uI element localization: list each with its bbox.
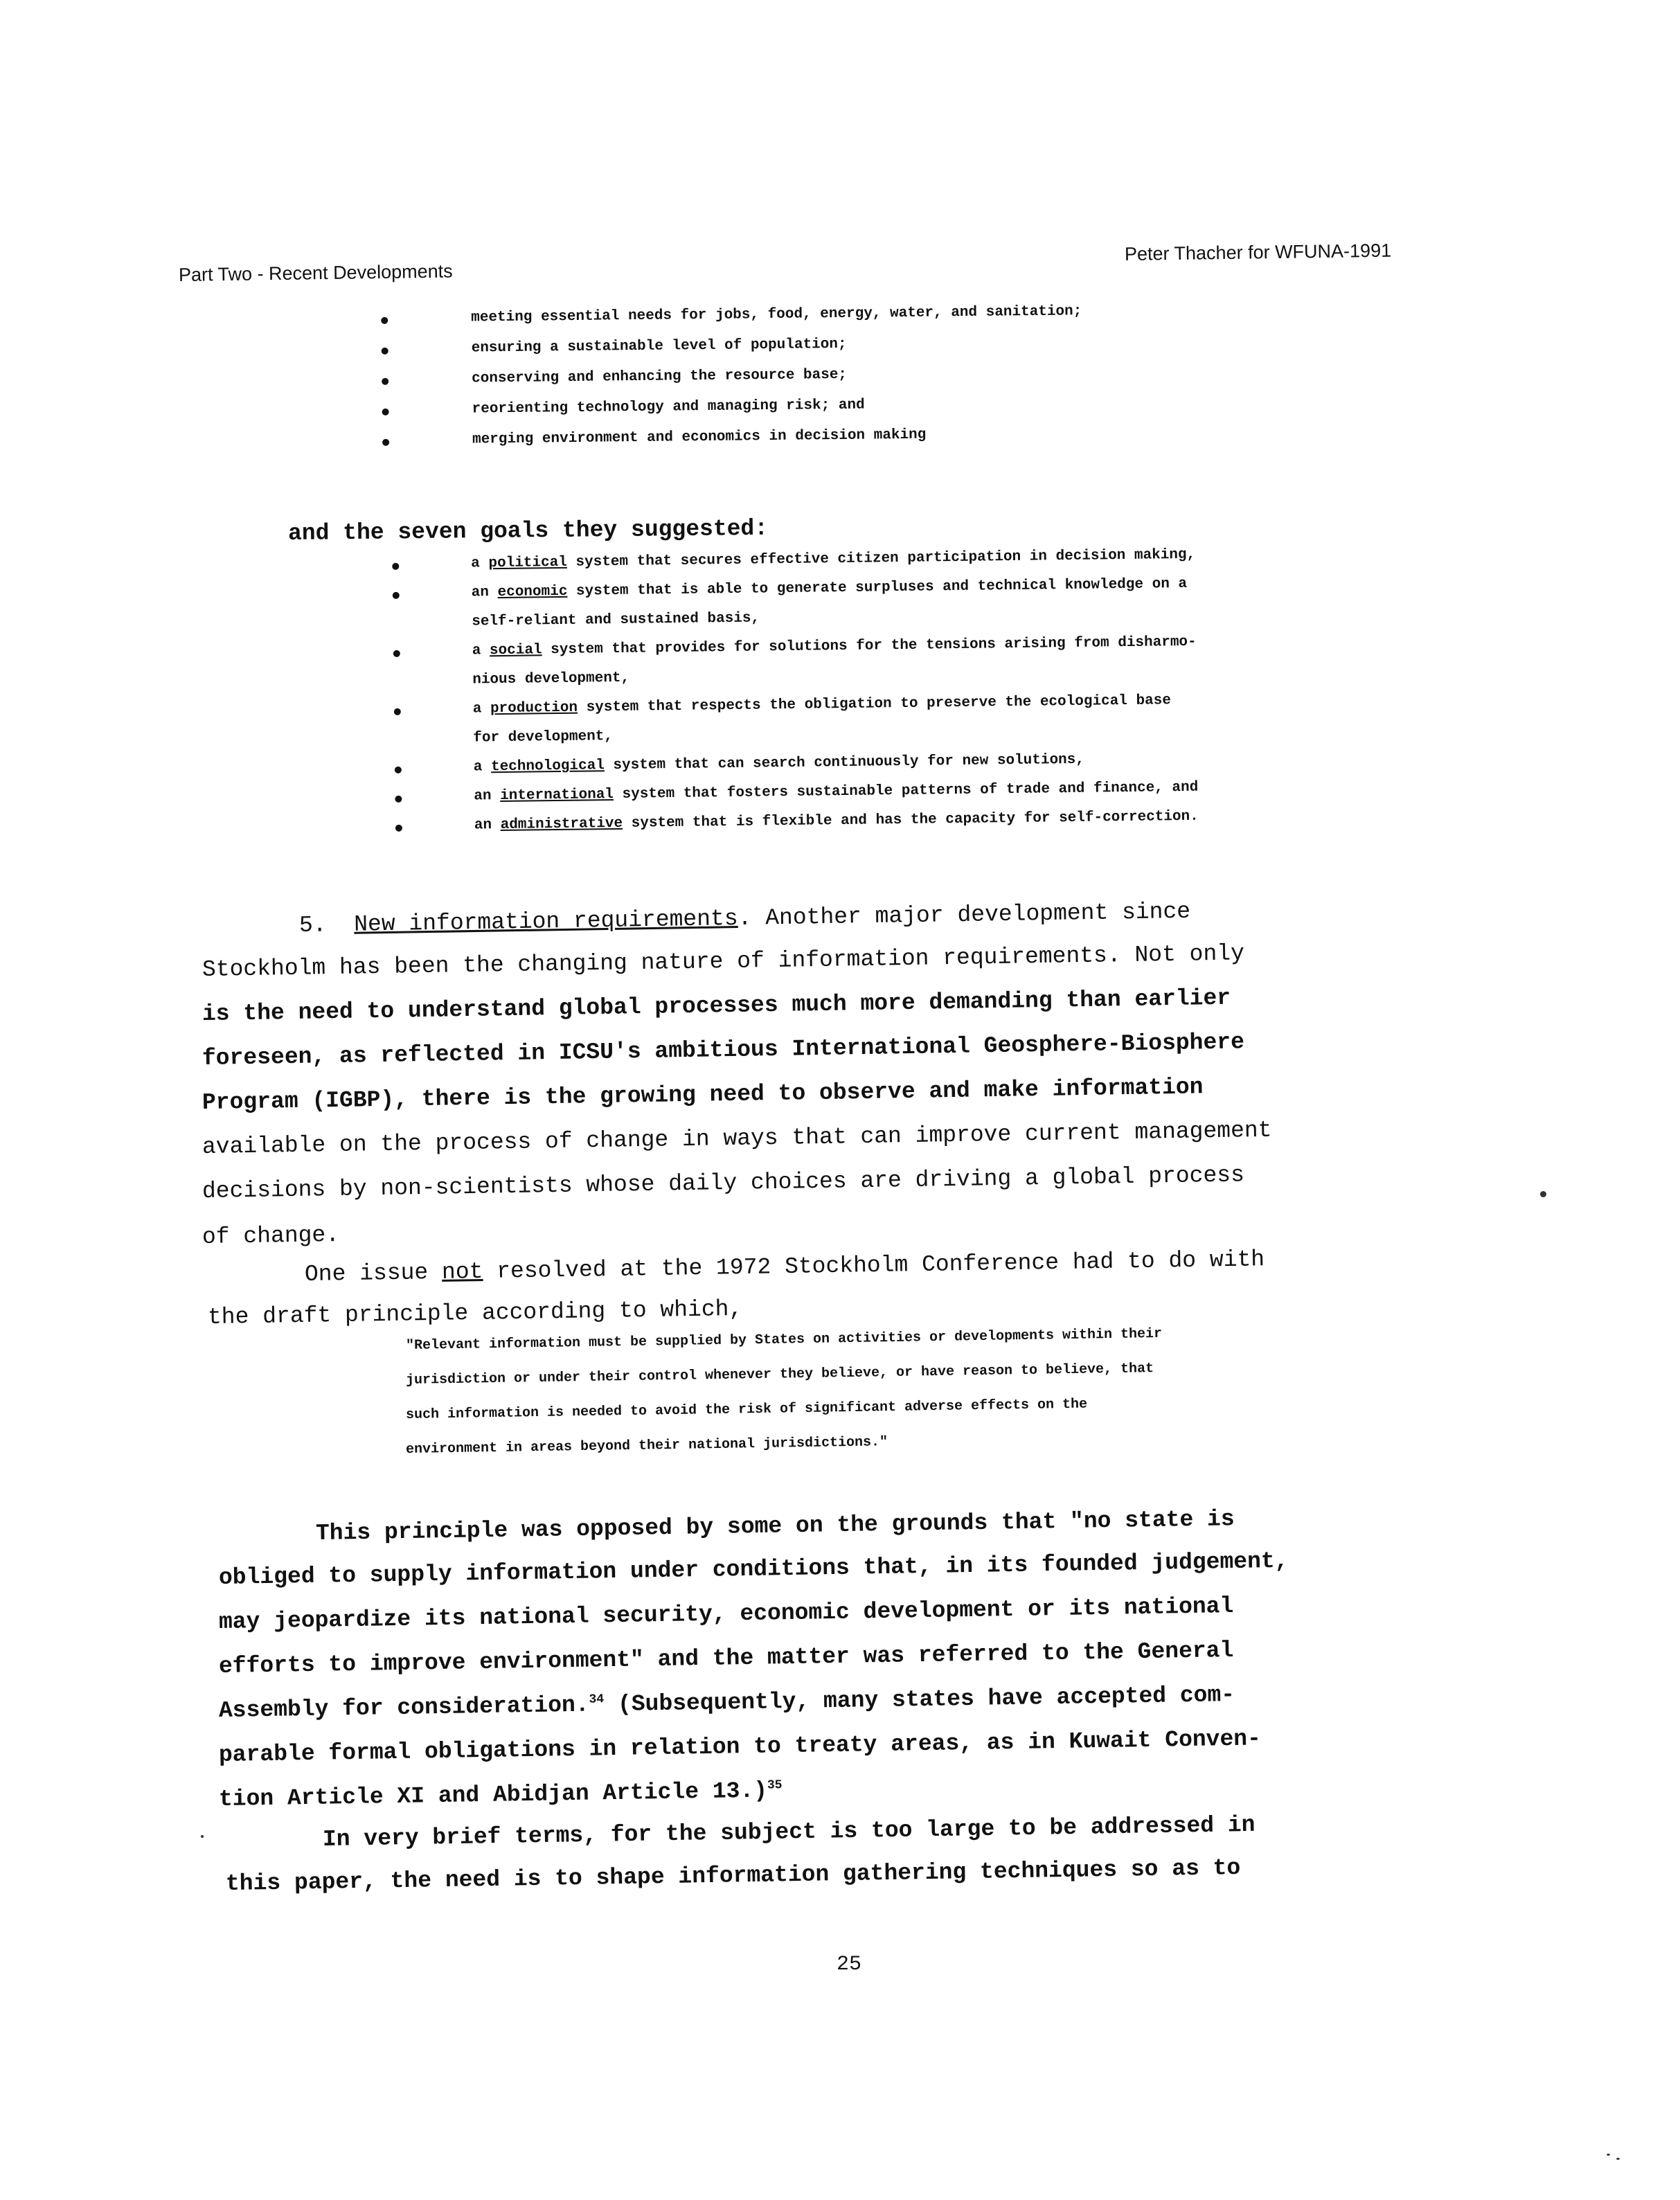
page-number: 25 bbox=[837, 1953, 862, 1976]
bullet-icon bbox=[395, 767, 402, 773]
body-line: obliged to supply information under conditions that, in its founded judgement, bbox=[218, 1548, 1289, 1591]
body-line: available on the process of change in ways that can improve current management bbox=[202, 1117, 1272, 1160]
body-line: efforts to improve environment" and the matter was referred to the General bbox=[218, 1637, 1234, 1679]
needs-list bbox=[374, 303, 1082, 457]
body-line: Program (IGBP), there is the growing need to observe and make information bbox=[202, 1074, 1204, 1116]
bullet-icon bbox=[381, 317, 388, 324]
bullet-icon bbox=[382, 378, 388, 385]
quote-line: environment in areas beyond their national jurisdictions." bbox=[405, 1434, 888, 1458]
section5-heading-line: 5. New information requirements. Another major development since bbox=[298, 898, 1191, 938]
list-item: a production system that respects the obligation to preserve the ecological base for development, bbox=[390, 696, 391, 754]
list-item: a social system that provides for solutions for the tensions arising from disharmo- nious development, bbox=[389, 638, 390, 696]
body-line: the draft principle according to which, bbox=[207, 1296, 743, 1330]
body-line: In very brief terms, for the subject is too large to be addressed in bbox=[322, 1812, 1255, 1852]
footnote-marker: 34 bbox=[589, 1692, 605, 1707]
bullet-icon bbox=[392, 563, 399, 570]
bullet-icon bbox=[395, 796, 402, 803]
header-section-title: Part Two - Recent Developments bbox=[178, 260, 453, 285]
goals-intro: and the seven goals they suggested: bbox=[287, 515, 769, 546]
goals-list bbox=[388, 546, 1199, 841]
body-line: parable formal obligations in relation to treaty areas, as in Kuwait Conven- bbox=[218, 1726, 1262, 1768]
quote-line: "Relevant information must be supplied by States on activities or developments within their bbox=[405, 1325, 1163, 1354]
scan-speck bbox=[1540, 1191, 1546, 1197]
body-line: foreseen, as reflected in ICSU's ambitious International Geosphere-Biosphere bbox=[202, 1029, 1245, 1071]
quote-line: jurisdiction or under their control whenever they believe, or have reason to believe, that bbox=[405, 1361, 1154, 1388]
bullet-icon bbox=[382, 409, 389, 415]
footnote-marker: 35 bbox=[767, 1778, 783, 1793]
body-line: this paper, the need is to shape information gathering techniques so as to bbox=[225, 1854, 1241, 1897]
body-line: decisions by non-scientists whose daily choices are driving a global process bbox=[202, 1162, 1245, 1204]
scan-speck bbox=[1607, 2154, 1610, 2156]
section5-heading: New information requirements bbox=[353, 906, 738, 938]
body-line: Stockholm has been the changing nature of information requirements. Not only bbox=[202, 940, 1245, 983]
bullet-icon bbox=[395, 825, 402, 832]
list-item: an economic system that is able to generate surpluses and technical knowledge on a self-reliant and sustained basis, bbox=[388, 580, 389, 638]
bullet-icon bbox=[382, 439, 389, 446]
body-line: may jeopardize its national security, economic development or its national bbox=[218, 1593, 1234, 1635]
body-line: of change. bbox=[202, 1222, 340, 1250]
body-line: One issue not resolved at the 1972 Stockholm Conference had to do with bbox=[304, 1246, 1265, 1287]
body-line: tion Article XI and Abidjan Article 13.)$^{35}$ bbox=[218, 1778, 783, 1812]
bullet-icon bbox=[394, 708, 401, 715]
scan-speck bbox=[1616, 2158, 1620, 2160]
header-author: Peter Thacher for WFUNA-1991 bbox=[1124, 240, 1392, 265]
scan-speck bbox=[201, 1835, 204, 1838]
body-line: Assembly for consideration.$^{34}$ (Subsequently, many states have accepted com- bbox=[218, 1681, 1235, 1724]
quote-line: such information is needed to avoid the risk of significant adverse effects on the bbox=[405, 1396, 1088, 1423]
bullet-icon bbox=[393, 650, 400, 657]
body-line: This principle was opposed by some on the grounds that "no state is bbox=[315, 1506, 1235, 1546]
body-line: is the need to understand global processes much more demanding than earlier bbox=[202, 985, 1231, 1027]
bullet-icon bbox=[382, 348, 388, 355]
list-item: an administrative system that is flexible and has the capacity for self-correction. bbox=[391, 812, 392, 841]
bullet-icon bbox=[393, 592, 400, 599]
